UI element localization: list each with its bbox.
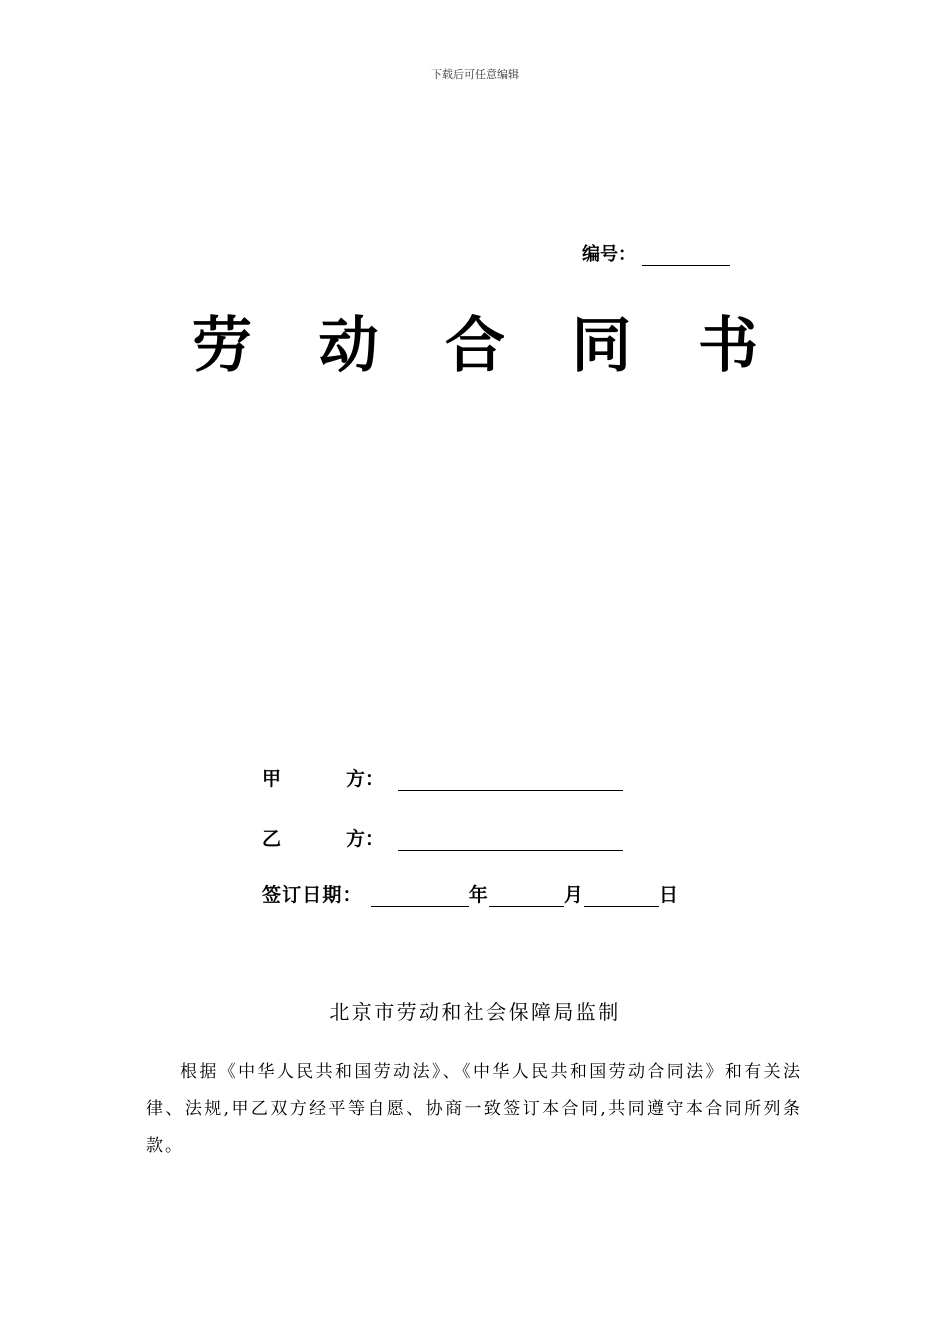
serial-label: 编号：	[582, 244, 636, 265]
party-a-row	[262, 764, 623, 791]
month-label: 月	[563, 884, 584, 906]
signing-date-row	[262, 880, 679, 907]
party-b-label: 乙	[262, 828, 282, 850]
signing-day-field[interactable]	[584, 886, 659, 907]
page-header-note: 下载后可任意编辑	[431, 68, 519, 81]
signing-date-label: 签订日期：	[262, 884, 363, 906]
issuing-bureau: 北京市劳动和社会保障局监制	[329, 1000, 621, 1024]
year-label: 年	[468, 884, 489, 906]
signing-year-field[interactable]	[371, 886, 469, 907]
party-b-suffix: 方：	[346, 828, 385, 850]
day-label: 日	[658, 884, 680, 906]
serial-number-field[interactable]	[642, 247, 730, 266]
serial-number	[582, 240, 730, 266]
party-a-label: 甲	[262, 768, 282, 790]
party-a-suffix: 方：	[346, 768, 385, 790]
signing-month-field[interactable]	[489, 886, 564, 907]
party-a-field[interactable]	[398, 770, 623, 791]
party-b-row	[262, 824, 623, 851]
document-title: 劳 动 合 同 书	[192, 311, 781, 381]
preamble-paragraph: 根据《中华人民共和国劳动法》、《中华人民共和国劳动合同法》和有关法律、法规,甲乙双方经平等自愿、协商一致签订本合同,共同遵守本合同所列条款。	[146, 1062, 802, 1156]
party-b-field[interactable]	[398, 830, 623, 851]
